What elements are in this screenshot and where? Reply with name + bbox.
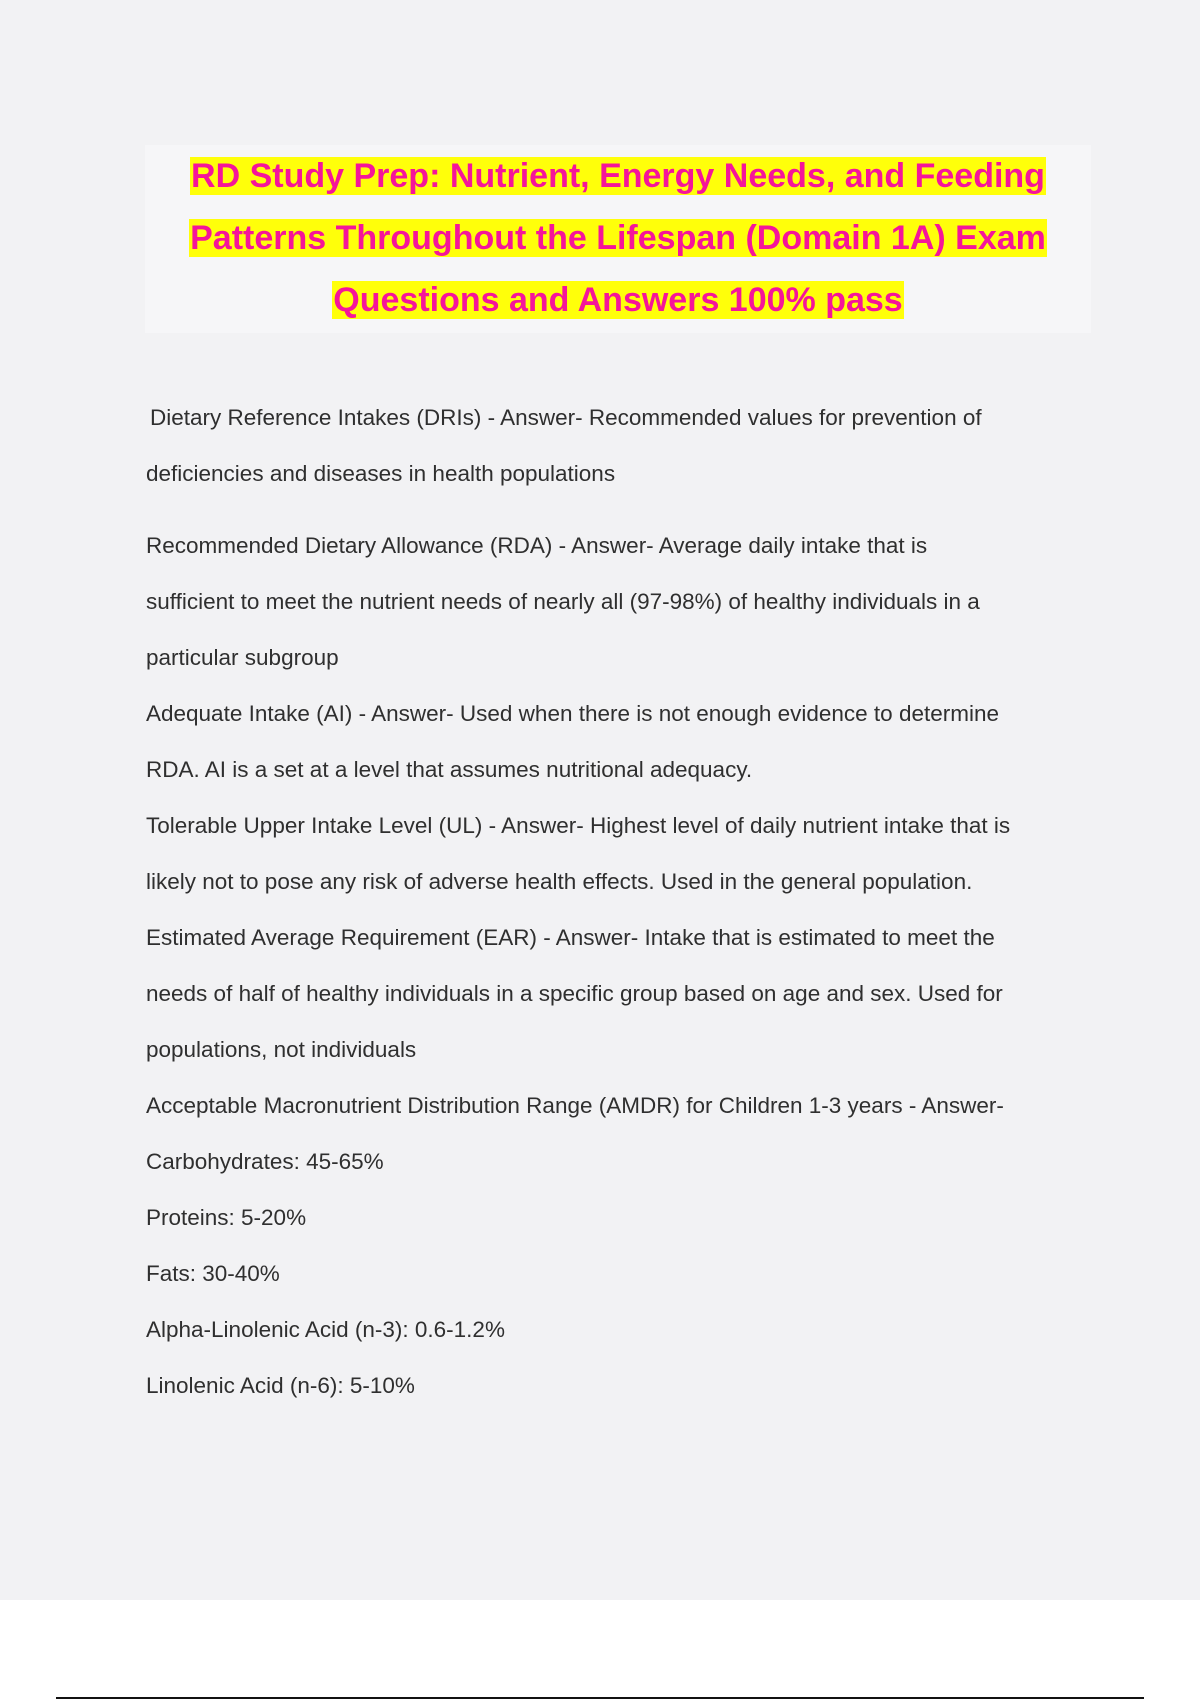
qa-line: needs of half of healthy individuals in a specific group based on age and sex. Used for [146, 981, 1003, 1006]
page-divider [56, 1697, 1144, 1699]
qa-line: particular subgroup [146, 645, 339, 670]
document-title [145, 145, 1091, 331]
qa-line: Recommended Dietary Allowance (RDA) - Answer- Average daily intake that is [146, 533, 928, 558]
qa-line: Estimated Average Requirement (EAR) - Answer- Intake that is estimated to meet the [146, 925, 995, 950]
qa-line: RDA. AI is a set at a level that assumes nutritional adequacy. [146, 757, 753, 782]
qa-entry-rda [146, 518, 1086, 686]
qa-entry-ai [146, 686, 1086, 798]
qa-line: sufficient to meet the nutrient needs of nearly all (97-98%) of healthy individuals in a [146, 589, 980, 614]
qa-line: Linolenic Acid (n-6): 5-10% [146, 1373, 415, 1398]
qa-entry-amdr [146, 1078, 1086, 1414]
qa-line: Adequate Intake (AI) - Answer- Used when there is not enough evidence to determine [146, 701, 1000, 726]
qa-entry-ul [146, 798, 1086, 910]
qa-line: Fats: 30-40% [146, 1261, 280, 1286]
qa-line: Alpha-Linolenic Acid (n-3): 0.6-1.2% [146, 1317, 505, 1342]
qa-entry-dri [146, 390, 1086, 502]
title-line-1: RD Study Prep: Nutrient, Energy Needs, and Feeding [191, 157, 1045, 195]
qa-line: deficiencies and diseases in health populations [146, 461, 616, 486]
qa-line: Dietary Reference Intakes (DRIs) - Answer- Recommended values for prevention of [150, 405, 982, 430]
title-block [145, 145, 1091, 333]
qa-line: Carbohydrates: 45-65% [146, 1149, 384, 1174]
title-line-3: Questions and Answers 100% pass [333, 281, 903, 319]
qa-line: populations, not individuals [146, 1037, 417, 1062]
qa-line: Proteins: 5-20% [146, 1205, 307, 1230]
qa-content [146, 390, 1086, 1414]
title-line-2: Patterns Throughout the Lifespan (Domain 1A) Exam [190, 219, 1046, 257]
entry-gap [146, 502, 1086, 518]
qa-line: Acceptable Macronutrient Distribution Range (AMDR) for Children 1-3 years - Answer- [146, 1093, 1004, 1118]
qa-entry-ear [146, 910, 1086, 1078]
qa-line: Tolerable Upper Intake Level (UL) - Answer- Highest level of daily nutrient intake that is [146, 813, 1011, 838]
qa-line: likely not to pose any risk of adverse health effects. Used in the general population. [146, 869, 973, 894]
